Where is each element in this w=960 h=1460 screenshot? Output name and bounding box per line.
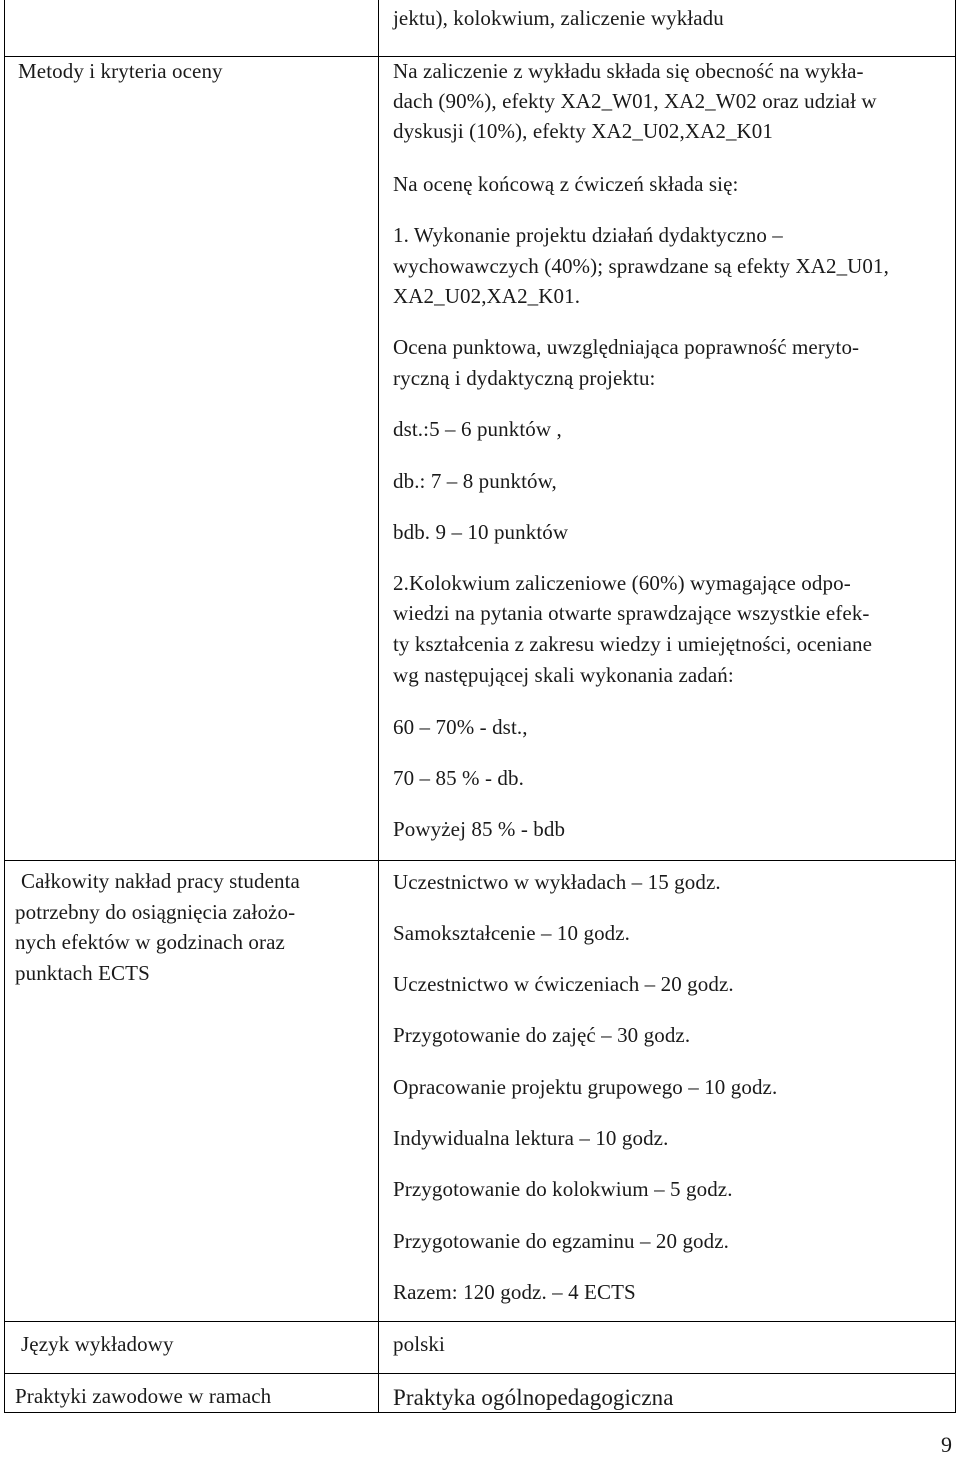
methods-line: 60 – 70% - dst., (393, 715, 528, 739)
workload-line: Indywidualna lektura – 10 godz. (393, 1126, 669, 1150)
workload-line: Uczestnictwo w wykładach – 15 godz. (393, 870, 721, 894)
workload-line: Opracowanie projektu grupowego – 10 godz. (393, 1075, 778, 1099)
workload-label-line: punktach ECTS (15, 961, 150, 985)
practice-value: Praktyka ogólnopedagogiczna (393, 1385, 674, 1410)
workload-label-line: potrzebny do osiągnięcia założo- (15, 900, 296, 924)
methods-line: 1. Wykonanie projektu działań dydaktyczno – (393, 223, 783, 247)
methods-line: Powyżej 85 % - bdb (393, 817, 566, 841)
workload-line: Przygotowanie do kolokwium – 5 godz. (393, 1177, 733, 1201)
methods-line: dach (90%), efekty XA2_W01, XA2_W02 oraz udział w (393, 89, 877, 113)
methods-line: 70 – 85 % - db. (393, 766, 524, 790)
language-label: Język wykładowy (21, 1332, 174, 1356)
continuation-text: jektu), kolokwium, zaliczenie wykładu (393, 6, 724, 30)
workload-total: Razem: 120 godz. – 4 ECTS (393, 1280, 636, 1304)
language-value: polski (393, 1332, 445, 1356)
practice-label: Praktyki zawodowe w ramach (15, 1384, 272, 1408)
methods-line: bdb. 9 – 10 punktów (393, 520, 569, 544)
workload-line: Uczestnictwo w ćwiczeniach – 20 godz. (393, 972, 734, 996)
methods-line: wychowawczych (40%); sprawdzane są efekty XA2_U01, (393, 254, 889, 278)
row-divider (4, 1321, 956, 1322)
workload-line: Przygotowanie do zajęć – 30 godz. (393, 1023, 691, 1047)
row-divider (4, 1373, 956, 1374)
workload-line: Przygotowanie do egzaminu – 20 godz. (393, 1229, 730, 1253)
methods-label: Metody i kryteria oceny (18, 59, 223, 83)
page-number: 9 (941, 1432, 952, 1457)
methods-line: 2.Kolokwium zaliczeniowe (60%) wymagające odpo- (393, 571, 851, 595)
table-right-border (955, 0, 956, 1413)
methods-line: ty kształcenia z zakresu wiedzy i umiejętności, oceniane (393, 632, 873, 656)
table-left-border (4, 0, 5, 1413)
workload-line: Samokształcenie – 10 godz. (393, 921, 631, 945)
methods-line: Na zaliczenie z wykładu składa się obecność na wykła- (393, 59, 864, 83)
column-divider (378, 0, 379, 1413)
methods-line: Ocena punktowa, uwzględniająca poprawność meryto- (393, 335, 860, 359)
methods-line: wiedzi na pytania otwarte sprawdzające wszystkie efek- (393, 601, 870, 625)
workload-label-line: nych efektów w godzinach oraz (15, 930, 285, 954)
methods-line: XA2_U02,XA2_K01. (393, 284, 581, 308)
row-divider (4, 860, 956, 861)
workload-label-line: Całkowity nakład pracy studenta (21, 869, 300, 893)
methods-line: dst.:5 – 6 punktów , (393, 417, 562, 441)
methods-line: wg następującej skali wykonania zadań: (393, 663, 734, 687)
methods-line: dyskusji (10%), efekty XA2_U02,XA2_K01 (393, 119, 774, 143)
methods-line: db.: 7 – 8 punktów, (393, 469, 557, 493)
methods-line: ryczną i dydaktyczną projektu: (393, 366, 656, 390)
methods-line: Na ocenę końcową z ćwiczeń składa się: (393, 172, 739, 196)
